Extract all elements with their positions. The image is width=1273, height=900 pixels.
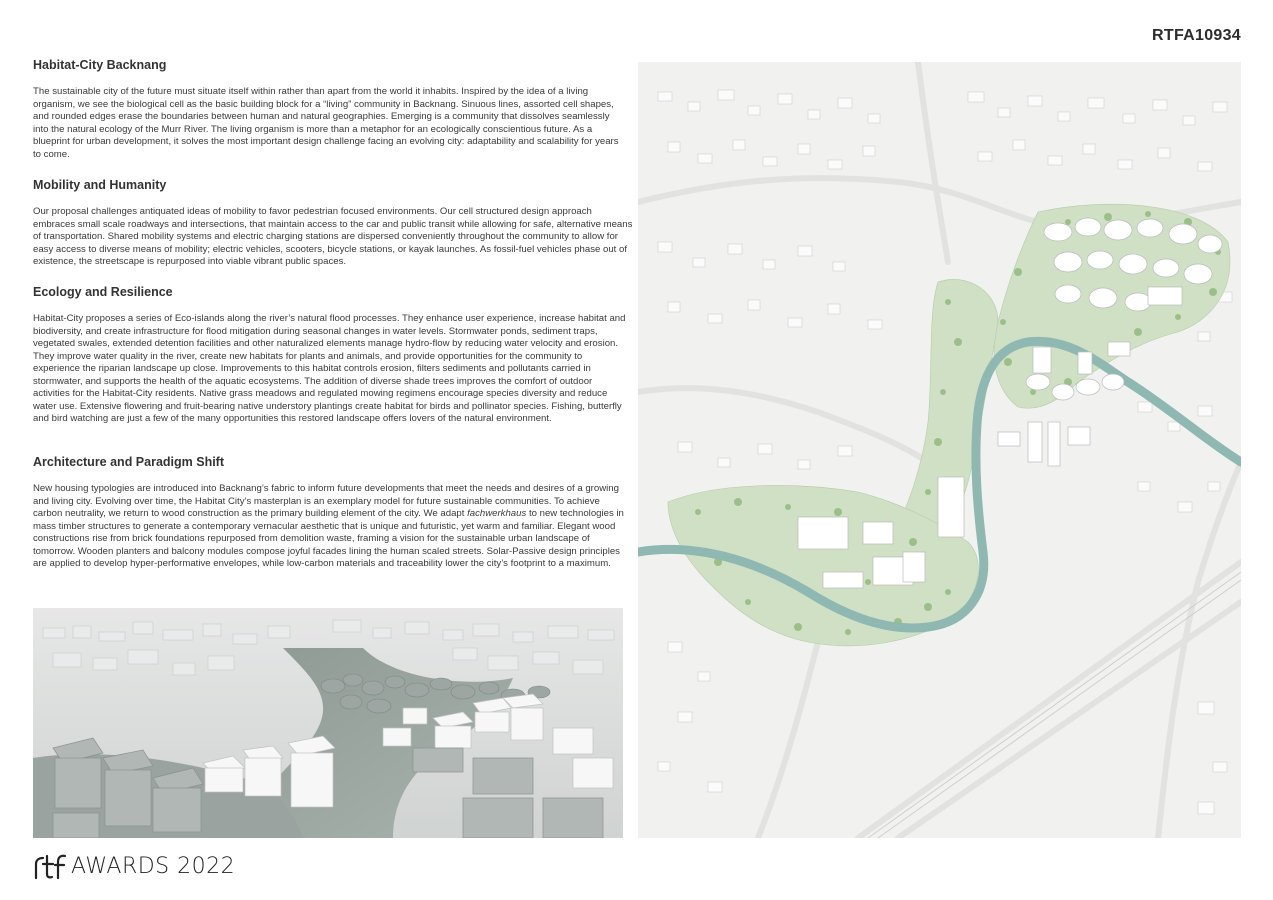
- section-title: Mobility and Humanity: [33, 178, 167, 192]
- section-title: Architecture and Paradigm Shift: [33, 455, 225, 469]
- section-body: The sustainable city of the future must situate itself within rather than apart from the world it inhabits. Inspired by the idea of a living organism, we see the biological cell as the basic building block for a “living” community in Backnang. Sinuous lines, assorted cell shapes, and rounded edges erase the boundaries between human and natural geographies. Emerging is a community that dissolves seamlessly into the natural ecology of the Murr River. The living organism is more than a metaphor for an ecologically conscientious future. As a blueprint for urban development, it solves the most important design challenge facing an evolving city: adaptability and scalability for years to come.: [33, 86, 619, 160]
- aerial-model-render: [33, 608, 623, 838]
- section-ecology: [33, 285, 627, 426]
- masterplan-illustration: [638, 62, 1241, 838]
- rtf-awards-logo: [33, 852, 235, 880]
- section-architecture: [33, 455, 627, 571]
- section-mobility: [33, 178, 633, 269]
- section-habitat-city: [33, 58, 627, 161]
- section-body: Our proposal challenges antiquated ideas of mobility to favor pedestrian focused environments. Our cell structured design approach embraces small scale roadways and intersections, that maintain access to the car and public transit while allowing for safe, alternative means of transportation. Shared mobility systems and electric charging stations are dispersed conveniently throughout the community to allow for easy access to diverse means of mobility; electric vehicles, scooters, bicycle stations, or kayak launches. As fossil-fuel vehicles phase out of existence, the streetscape is repurposed into viable vibrant public spaces.: [33, 206, 633, 267]
- body-italic: fachwerkhaus: [467, 508, 527, 519]
- section-title: Ecology and Resilience: [33, 285, 173, 299]
- body-before: New housing typologies are introduced into Backnang’s fabric to inform future developments that meet the needs and desires of a growing and living city. Evolving over time, the Habitat City’s masterplan is an exemplary model for future sustainable communities. To achieve carbon neutrality, we return to wood construction as the primary building element of the city. We adapt: [33, 483, 619, 519]
- awards-year-label: AWARDS 2022: [71, 853, 236, 879]
- section-body: [33, 483, 627, 571]
- project-code: RTFA10934: [1152, 27, 1241, 44]
- body-after: to new technologies in mass timber structures to generate a contemporary vernacular aesthetic that is unique and futuristic, yet warm and familiar. Elegant wood constructions rise from brick foundations repurposed from demolition waste, framing a vision for the sustainable urban landscape of tomorrow. Wooden planters and balcony modules compose joyful facades lining the human scaled streets. Solar-Passive design principles are applied to develop hyper-performative envelopes, while low-carbon materials and traceability lower the city’s footprint to a maximum.: [33, 508, 624, 569]
- site-masterplan: [638, 62, 1241, 838]
- rtf-logo-mark: [33, 852, 67, 880]
- section-title: Habitat-City Backnang: [33, 58, 167, 72]
- section-body: Habitat-City proposes a series of Eco-islands along the river’s natural flood processes. They enhance user experience, increase habitat and biodiversity, and create infrastructure for flood mitigation during seasonal changes in water levels. Stormwater ponds, sediment traps, vegetated swales, extended detention facilities and other naturalized elements manage hydro-flow by reducing water velocity and erosion. They improve water quality in the river, create new habitats for plants and animals, and provide opportunities for the community to experience the riparian landscape up close. Improvements to this habitat controls erosion, filters sediments and pollutants carried in stormwater, and supports the health of the aquatic ecosystems. The addition of diverse shade trees improves the comfort of outdoor activities for the Habitat-City residents. Native grass meadows and regulated mowing regimens encourage species diversity and reduce water use. Extensive flowering and fruit-bearing native understory plantings create habitat for birds and pollinator species. Fishing, butterfly and bird watching are just a few of the many opportunities this restored landscape offers lovers of the natural environment.: [33, 313, 626, 424]
- model-render-illustration: [33, 608, 623, 838]
